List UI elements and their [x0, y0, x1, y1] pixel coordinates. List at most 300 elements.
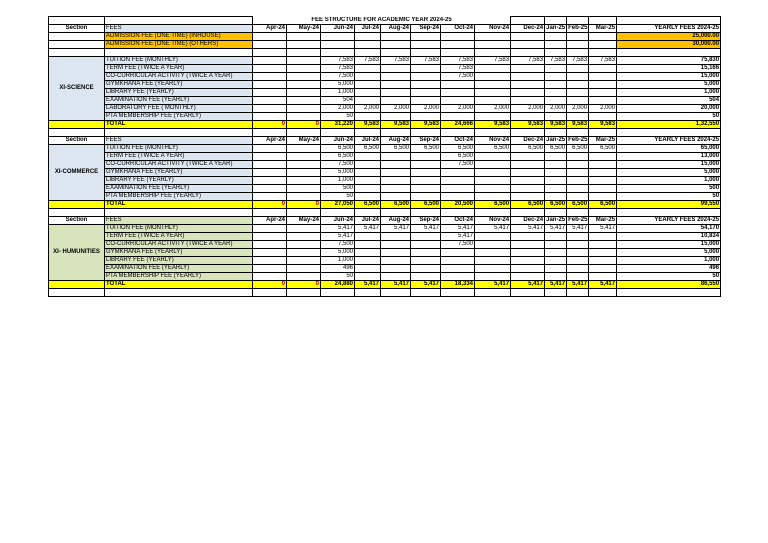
admission-row: [49, 33, 721, 41]
fee-cell: [475, 241, 511, 249]
fee-cell: [411, 153, 441, 161]
fee-cell: [567, 73, 589, 81]
fee-cell: [381, 169, 411, 177]
fee-cell: [511, 113, 545, 121]
fee-cell: [253, 145, 287, 153]
fee-cell: 2,000: [567, 105, 589, 113]
fee-cell: 5,417: [511, 225, 545, 233]
fee-row: [49, 153, 721, 161]
fee-cell: [545, 257, 567, 265]
total-cell: 9,583: [589, 121, 617, 129]
fee-cell: [475, 177, 511, 185]
section-header: Section: [49, 217, 105, 225]
total-cell: 5,417: [545, 281, 567, 289]
fee-cell: 50: [321, 113, 355, 121]
fee-cell: [475, 97, 511, 105]
month-header: Sep-24: [411, 217, 441, 225]
total-cell: 0: [253, 201, 287, 209]
fee-cell: 7,583: [511, 57, 545, 65]
yearly-fee: 15,000: [617, 241, 721, 249]
fee-cell: 6,500: [589, 145, 617, 153]
fee-cell: [411, 81, 441, 89]
total-cell: 5,417: [567, 281, 589, 289]
fee-cell: [287, 113, 321, 121]
fee-cell: [287, 233, 321, 241]
fee-cell: 7,583: [545, 57, 567, 65]
month-header: Jan-25: [546, 217, 566, 223]
fee-cell: [545, 185, 567, 193]
fee-cell: [567, 81, 589, 89]
yearly-fee: 20,000: [617, 105, 721, 113]
fee-row: [49, 81, 721, 89]
fee-cell: [441, 97, 475, 105]
month-header: Oct-24: [441, 25, 475, 33]
fee-cell: [287, 241, 321, 249]
fee-cell: [511, 233, 545, 241]
fee-cell: [511, 273, 545, 281]
section-name: XI-COMMERCE: [49, 145, 105, 201]
fee-row: [49, 273, 721, 281]
fee-cell: [287, 145, 321, 153]
fee-row: [49, 57, 721, 65]
yearly-fee: 1,000: [617, 257, 721, 265]
fee-cell: [287, 73, 321, 81]
fee-cell: 2,000: [475, 105, 511, 113]
fee-cell: [475, 169, 511, 177]
total-cell: 5,417: [381, 281, 411, 289]
total-cell: 5,417: [475, 281, 511, 289]
fee-cell: [287, 65, 321, 73]
fee-cell: 5,000: [321, 249, 355, 257]
fee-label: TUITION FEE (MONTHLY): [105, 57, 253, 65]
fee-cell: [287, 161, 321, 169]
fee-label: EXAMINATION FEE (YEARLY): [105, 265, 253, 273]
fee-cell: [355, 241, 381, 249]
fee-cell: [287, 273, 321, 281]
total-cell: 9,583: [545, 121, 567, 129]
yearly-fee: 15,166: [617, 65, 721, 73]
fee-label: LIBRARY FEE (YEARLY): [105, 89, 253, 97]
total-cell: 5,417: [355, 281, 381, 289]
fee-cell: [381, 153, 411, 161]
fee-cell: [253, 113, 287, 121]
fee-row: [49, 233, 721, 241]
fee-cell: [567, 113, 589, 121]
total-row: [49, 201, 721, 209]
fee-cell: [567, 257, 589, 265]
month-header: Nov-24: [475, 25, 511, 33]
month-header: Apr-24: [253, 217, 287, 225]
fee-cell: [411, 169, 441, 177]
yearly-fee: 50: [617, 113, 721, 121]
fee-cell: [381, 185, 411, 193]
total-cell: 6,500: [381, 201, 411, 209]
fee-cell: [441, 257, 475, 265]
fee-cell: [441, 81, 475, 89]
fee-cell: [475, 89, 511, 97]
fee-cell: [511, 153, 545, 161]
fee-cell: 6,500: [321, 153, 355, 161]
month-header: Mar-25: [589, 137, 617, 145]
fee-cell: [545, 97, 567, 105]
fee-cell: [441, 273, 475, 281]
fee-cell: [511, 257, 545, 265]
month-header: Aug-24: [381, 217, 411, 225]
fee-cell: [567, 193, 589, 201]
month-header: Mar-25: [589, 25, 617, 33]
fee-cell: [253, 97, 287, 105]
fee-cell: [411, 97, 441, 105]
yearly-total: 86,550: [617, 281, 721, 289]
fee-cell: [381, 273, 411, 281]
spacer-row: [49, 129, 721, 137]
fee-cell: 7,583: [475, 57, 511, 65]
fee-cell: 7,583: [441, 65, 475, 73]
fee-label: PTA MEMBERSHIP FEE (YEARLY): [105, 193, 253, 201]
fee-cell: [411, 249, 441, 257]
fee-label: CO-CURRICULAR ACTIVITY (TWICE A YEAR): [105, 161, 253, 169]
fee-cell: [253, 193, 287, 201]
fee-cell: [511, 265, 545, 273]
fee-cell: [411, 265, 441, 273]
fee-row: [49, 97, 721, 105]
fee-cell: [567, 65, 589, 73]
fee-cell: [287, 153, 321, 161]
fee-cell: 6,500: [441, 153, 475, 161]
fee-cell: [441, 185, 475, 193]
fee-row: [49, 177, 721, 185]
fee-cell: [545, 265, 567, 273]
fee-cell: [589, 177, 617, 185]
fee-cell: 6,500: [511, 145, 545, 153]
fee-row: [49, 257, 721, 265]
month-header: Oct-24: [441, 137, 475, 145]
fee-cell: 6,500: [321, 145, 355, 153]
fee-cell: [287, 89, 321, 97]
fee-cell: [511, 73, 545, 81]
month-header: Apr-24: [253, 25, 287, 33]
fee-cell: [411, 233, 441, 241]
fee-cell: [411, 161, 441, 169]
fee-cell: [545, 65, 567, 73]
fee-cell: 7,583: [381, 57, 411, 65]
yearly-fee: 15,000: [617, 73, 721, 81]
total-cell: 24,880: [321, 281, 355, 289]
fee-cell: [511, 177, 545, 185]
month-header: Jul-24: [355, 25, 381, 33]
fee-cell: [253, 105, 287, 113]
fee-cell: [381, 249, 411, 257]
month-header: Dec-24: [511, 137, 545, 145]
fee-cell: [253, 185, 287, 193]
fee-cell: [355, 97, 381, 105]
fee-cell: 7,583: [411, 57, 441, 65]
fee-label: LABORATORY FEE ( MONTHLY): [105, 105, 253, 113]
fee-cell: 6,500: [441, 145, 475, 153]
fee-cell: [381, 81, 411, 89]
yearly-fee: 13,000: [617, 153, 721, 161]
fee-cell: [355, 65, 381, 73]
yearly-fee: 25,000.00: [617, 33, 721, 41]
month-header: Jul-24: [355, 137, 381, 145]
fee-cell: [567, 273, 589, 281]
fee-cell: [545, 169, 567, 177]
month-header: Jun-24: [321, 217, 355, 225]
fee-cell: [287, 249, 321, 257]
fee-cell: [545, 161, 567, 169]
fee-cell: [567, 169, 589, 177]
fee-cell: [475, 249, 511, 257]
fee-label: PTA MEMBERSHIP FEE (YEARLY): [105, 273, 253, 281]
month-header: Aug-24: [381, 137, 411, 145]
fee-row: [49, 241, 721, 249]
fee-cell: [545, 81, 567, 89]
fee-cell: 7,583: [355, 57, 381, 65]
fee-cell: [253, 225, 287, 233]
fee-cell: [589, 97, 617, 105]
section-name: XI- HUMUNITIES: [49, 225, 105, 281]
month-header: Jan-25: [546, 137, 566, 143]
fee-label: EXAMINATION FEE (YEARLY): [105, 97, 253, 105]
yearly-fee: 65,000: [617, 145, 721, 153]
total-cell: 6,500: [411, 201, 441, 209]
fee-cell: [253, 57, 287, 65]
fee-cell: [511, 65, 545, 73]
yearly-fee: 75,830: [617, 57, 721, 65]
fee-cell: [355, 113, 381, 121]
fee-cell: [545, 249, 567, 257]
yearly-header: YEARLY FEES 2024-25: [617, 217, 721, 225]
month-header: Oct-24: [441, 217, 475, 225]
fee-cell: [287, 105, 321, 113]
fee-cell: [253, 81, 287, 89]
fee-cell: [567, 177, 589, 185]
fee-cell: [411, 177, 441, 185]
total-cell: 6,500: [567, 201, 589, 209]
total-cell: 9,583: [511, 121, 545, 129]
total-cell: 5,417: [511, 281, 545, 289]
fee-cell: [589, 265, 617, 273]
fee-cell: [287, 265, 321, 273]
fee-cell: [441, 265, 475, 273]
yearly-fee: 30,000.00: [617, 41, 721, 49]
fee-cell: [589, 169, 617, 177]
fee-cell: [567, 89, 589, 97]
fee-cell: 2,000: [411, 105, 441, 113]
total-cell: 9,583: [355, 121, 381, 129]
fee-cell: 7,500: [441, 73, 475, 81]
fee-cell: [567, 97, 589, 105]
fee-cell: [545, 73, 567, 81]
fee-label: TERM FEE (TWICE A YEAR): [105, 153, 253, 161]
fee-cell: [441, 169, 475, 177]
total-cell: 20,500: [441, 201, 475, 209]
fee-cell: [411, 113, 441, 121]
month-header: Nov-24: [475, 217, 511, 225]
fee-cell: [411, 193, 441, 201]
fee-row: [49, 113, 721, 121]
month-header: Feb-25: [568, 217, 588, 223]
fee-cell: [381, 233, 411, 241]
month-header: Jun-24: [321, 25, 355, 33]
fee-cell: [381, 193, 411, 201]
fee-cell: [441, 249, 475, 257]
fee-row: [49, 65, 721, 73]
month-header: Jan-25: [546, 25, 566, 31]
fee-cell: [475, 65, 511, 73]
fee-cell: [511, 161, 545, 169]
fee-cell: [287, 177, 321, 185]
fee-cell: [287, 193, 321, 201]
fee-cell: [589, 193, 617, 201]
yearly-fee: 5,000: [617, 81, 721, 89]
admission-row: [49, 41, 721, 49]
fee-row: [49, 145, 721, 153]
fee-cell: [287, 81, 321, 89]
fee-cell: [355, 73, 381, 81]
title-row: [49, 17, 721, 25]
month-header: May-24: [287, 137, 321, 145]
fee-cell: [381, 257, 411, 265]
fee-cell: [475, 273, 511, 281]
fee-cell: [545, 177, 567, 185]
fee-cell: [253, 169, 287, 177]
total-cell: 9,583: [381, 121, 411, 129]
fee-label: GYMKHANA FEE (YEARLY): [105, 249, 253, 257]
fee-cell: [253, 265, 287, 273]
fee-cell: 5,000: [321, 169, 355, 177]
total-cell: 18,334: [441, 281, 475, 289]
fee-cell: [287, 57, 321, 65]
yearly-header: YEARLY FEES 2024-25: [617, 137, 721, 145]
fee-cell: [475, 73, 511, 81]
month-header: Feb-25: [568, 137, 588, 143]
fee-cell: [589, 113, 617, 121]
yearly-fee: 50: [617, 193, 721, 201]
header-row: [49, 137, 721, 145]
fee-cell: 5,417: [475, 225, 511, 233]
fee-cell: 6,500: [411, 145, 441, 153]
fee-cell: 50: [321, 193, 355, 201]
fee-cell: [355, 185, 381, 193]
fee-cell: 5,417: [567, 225, 589, 233]
fee-cell: [545, 89, 567, 97]
fee-cell: [411, 185, 441, 193]
total-cell: 9,583: [411, 121, 441, 129]
fee-cell: [545, 241, 567, 249]
total-cell: 6,500: [545, 201, 567, 209]
fee-cell: [355, 193, 381, 201]
fee-cell: [355, 233, 381, 241]
fee-cell: [511, 89, 545, 97]
fee-cell: [511, 97, 545, 105]
fee-cell: [381, 97, 411, 105]
total-cell: 6,500: [511, 201, 545, 209]
total-label: TOTAL: [105, 281, 253, 289]
fee-cell: [475, 153, 511, 161]
fee-cell: [253, 273, 287, 281]
fee-cell: [381, 241, 411, 249]
spacer-row: [49, 49, 721, 57]
fee-cell: 500: [321, 185, 355, 193]
fee-row: [49, 73, 721, 81]
month-header: Jul-24: [355, 217, 381, 225]
fee-cell: 5,417: [589, 225, 617, 233]
fee-cell: [511, 193, 545, 201]
fee-cell: 7,583: [567, 57, 589, 65]
total-row: [49, 281, 721, 289]
fee-cell: 5,417: [441, 225, 475, 233]
fee-cell: 1,000: [321, 257, 355, 265]
fee-cell: 1,000: [321, 177, 355, 185]
fee-label: CO-CURRICULAR ACTIVITY (TWICE A YEAR): [105, 241, 253, 249]
yearly-fee: 50: [617, 273, 721, 281]
fee-label: TUITION FEE (MONTHLY): [105, 225, 253, 233]
fee-cell: 5,417: [411, 225, 441, 233]
fee-cell: [567, 161, 589, 169]
total-cell: 6,500: [475, 201, 511, 209]
month-header: Sep-24: [411, 137, 441, 145]
total-cell: 6,500: [355, 201, 381, 209]
fee-cell: [511, 81, 545, 89]
yearly-fee: 504: [617, 97, 721, 105]
fee-row: [49, 169, 721, 177]
section-header: Section: [49, 137, 105, 145]
fee-cell: [589, 81, 617, 89]
fee-cell: [381, 177, 411, 185]
fee-structure-sheet: [48, 16, 720, 297]
fee-label: TERM FEE (TWICE A YEAR): [105, 233, 253, 241]
fee-cell: 5,417: [441, 233, 475, 241]
sheet-title: FEE STRUCTURE FOR ACADEMIC YEAR 2024-25: [253, 17, 511, 25]
total-cell: 0: [287, 281, 321, 289]
fee-cell: 496: [321, 265, 355, 273]
fee-cell: [441, 177, 475, 185]
fee-cell: 2,000: [321, 105, 355, 113]
fee-cell: [253, 73, 287, 81]
yearly-fee: 54,170: [617, 225, 721, 233]
yearly-fee: 496: [617, 265, 721, 273]
fee-cell: 5,417: [355, 225, 381, 233]
fees-header: FEES: [105, 137, 253, 145]
fee-cell: 7,583: [321, 57, 355, 65]
fee-cell: [253, 257, 287, 265]
fee-cell: [475, 265, 511, 273]
fee-cell: 2,000: [589, 105, 617, 113]
fee-cell: 5,000: [321, 81, 355, 89]
fee-cell: [253, 65, 287, 73]
fee-row: [49, 265, 721, 273]
fee-cell: 7,500: [321, 161, 355, 169]
fee-cell: [567, 153, 589, 161]
total-cell: 9,583: [567, 121, 589, 129]
fee-cell: [381, 265, 411, 273]
section-header: Section: [49, 25, 105, 33]
fee-cell: [589, 257, 617, 265]
fee-row: [49, 249, 721, 257]
fee-cell: 6,500: [381, 145, 411, 153]
fee-cell: 2,000: [381, 105, 411, 113]
fee-cell: [589, 65, 617, 73]
fee-cell: [589, 161, 617, 169]
fee-cell: 7,500: [321, 73, 355, 81]
month-header: Jun-24: [321, 137, 355, 145]
fee-row: [49, 193, 721, 201]
fee-label: ADMISSION FEE (ONE TIME) (OTHERS): [105, 41, 253, 49]
fee-cell: 7,583: [321, 65, 355, 73]
yearly-fee: 5,000: [617, 249, 721, 257]
fee-cell: [355, 273, 381, 281]
